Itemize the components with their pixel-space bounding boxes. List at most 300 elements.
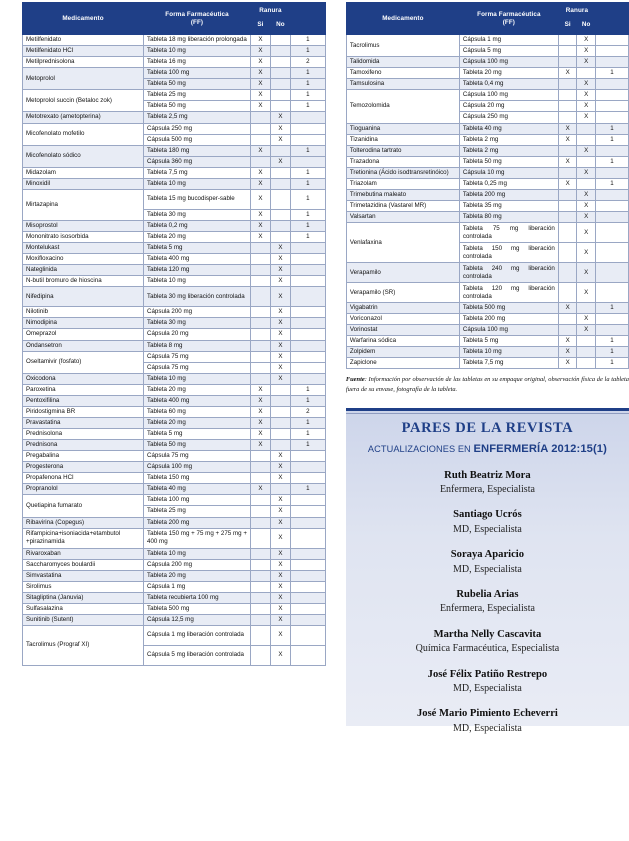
cell-groove-no bbox=[270, 232, 290, 243]
cell-groove-no: X bbox=[577, 112, 596, 123]
cell-groove-yes bbox=[251, 318, 271, 329]
cell-groove-count bbox=[290, 318, 325, 329]
cell-groove-no: X bbox=[270, 373, 290, 384]
cell-medication-name: Temozolomida bbox=[346, 90, 459, 123]
table-header-left bbox=[23, 3, 326, 35]
cell-groove-count: 2 bbox=[290, 57, 325, 68]
table-row bbox=[23, 123, 326, 134]
cell-groove-no: X bbox=[270, 134, 290, 145]
cell-groove-count: 1 bbox=[596, 358, 629, 369]
cell-groove-count: 1 bbox=[596, 123, 629, 134]
cell-groove-yes: X bbox=[251, 90, 271, 101]
cell-medication-name: Quetiapina fumarato bbox=[23, 495, 144, 517]
cell-pharmaceutical-form: Tableta 150 mg + 75 mg + 275 mg + 400 mg bbox=[144, 528, 251, 548]
cell-medication-name: Tolterodina tartrato bbox=[346, 145, 459, 156]
cell-groove-count bbox=[596, 79, 629, 90]
cell-groove-count bbox=[290, 473, 325, 484]
cell-groove-count bbox=[290, 495, 325, 506]
cell-groove-no: X bbox=[270, 592, 290, 603]
cell-groove-no: X bbox=[270, 626, 290, 646]
table-body-left bbox=[23, 35, 326, 666]
cell-groove-yes bbox=[558, 243, 577, 263]
cell-groove-yes bbox=[251, 307, 271, 318]
right-column bbox=[345, 0, 629, 734]
table-row bbox=[23, 318, 326, 329]
cell-groove-yes: X bbox=[251, 417, 271, 428]
cell-pharmaceutical-form: Cápsula 1 mg bbox=[144, 581, 251, 592]
cell-pharmaceutical-form: Tableta 5 mg bbox=[459, 336, 558, 347]
cell-pharmaceutical-form: Tableta 240 mg liberación controlada bbox=[459, 263, 558, 283]
cell-medication-name: Sunitinib (Sutent) bbox=[23, 614, 144, 625]
table-row bbox=[23, 189, 326, 209]
cell-pharmaceutical-form: Tableta recubierta 100 mg bbox=[144, 592, 251, 603]
cell-medication-name: Tizanidina bbox=[346, 134, 459, 145]
cell-groove-count: 1 bbox=[596, 134, 629, 145]
cell-groove-count: 1 bbox=[290, 395, 325, 406]
col-header-no: No bbox=[270, 18, 290, 35]
cell-groove-yes: X bbox=[558, 303, 577, 314]
cell-pharmaceutical-form: Cápsula 100 mg bbox=[144, 462, 251, 473]
cell-groove-no: X bbox=[270, 329, 290, 340]
cell-groove-yes bbox=[251, 570, 271, 581]
cell-pharmaceutical-form: Tableta 20 mg bbox=[144, 384, 251, 395]
peer-name: Rubelia Arias bbox=[456, 589, 519, 601]
table-row bbox=[23, 395, 326, 406]
cell-groove-no: X bbox=[270, 517, 290, 528]
col-header-count-left bbox=[290, 3, 325, 35]
peer-role: MD, Especialista bbox=[452, 722, 522, 734]
cell-pharmaceutical-form: Tableta 10 mg bbox=[144, 46, 251, 57]
cell-groove-yes: X bbox=[251, 406, 271, 417]
cell-groove-yes: X bbox=[251, 440, 271, 451]
table-row bbox=[23, 462, 326, 473]
cell-groove-count: 1 bbox=[290, 384, 325, 395]
cell-groove-yes bbox=[251, 528, 271, 548]
cell-groove-yes: X bbox=[251, 167, 271, 178]
cell-groove-yes bbox=[558, 145, 577, 156]
cell-groove-yes bbox=[558, 314, 577, 325]
cell-medication-name: Montelukast bbox=[23, 243, 144, 254]
cell-pharmaceutical-form: Tableta 10 mg bbox=[144, 178, 251, 189]
cell-groove-yes bbox=[251, 506, 271, 517]
cell-medication-name: Trazadona bbox=[346, 156, 459, 167]
cell-medication-name: Midazolam bbox=[23, 167, 144, 178]
cell-pharmaceutical-form: Cápsula 360 mg bbox=[144, 156, 251, 167]
cell-medication-name: Micofenolato mofetilo bbox=[23, 123, 144, 145]
cell-groove-count bbox=[290, 528, 325, 548]
cell-medication-name: Sulfasalazina bbox=[23, 603, 144, 614]
cell-medication-name: Mononitrato isosorbida bbox=[23, 232, 144, 243]
cell-medication-name: Nateglinida bbox=[23, 265, 144, 276]
cell-groove-no bbox=[270, 68, 290, 79]
peer-role: Enfermera, Especialista bbox=[439, 603, 535, 615]
cell-groove-count bbox=[596, 101, 629, 112]
col-header-ff-line2-right: (FF) bbox=[502, 18, 515, 26]
cell-groove-count bbox=[596, 90, 629, 101]
cell-groove-no bbox=[270, 440, 290, 451]
cell-groove-no: X bbox=[577, 325, 596, 336]
table-row bbox=[346, 178, 628, 189]
cell-groove-yes bbox=[251, 134, 271, 145]
peers-subtitle-journal: ENFERMERÍA 2012:15(1) bbox=[473, 442, 607, 455]
col-header-ff-line1: Forma Farmacéutica bbox=[165, 10, 229, 18]
cell-medication-name: Rifampicina+isoniacida+etambutol +pirazinamida bbox=[23, 528, 144, 548]
cell-groove-count bbox=[290, 506, 325, 517]
cell-medication-name: Propafenona HCl bbox=[23, 473, 144, 484]
cell-medication-name: Nifedipina bbox=[23, 287, 144, 307]
cell-groove-yes bbox=[558, 189, 577, 200]
cell-groove-no bbox=[270, 406, 290, 417]
cell-groove-count: 1 bbox=[596, 156, 629, 167]
table-row bbox=[346, 68, 628, 79]
table-row bbox=[23, 495, 326, 506]
medication-table-left bbox=[22, 2, 326, 666]
cell-groove-yes bbox=[251, 592, 271, 603]
table-row bbox=[23, 178, 326, 189]
table-row bbox=[346, 145, 628, 156]
cell-groove-count bbox=[596, 283, 629, 303]
cell-groove-yes bbox=[558, 79, 577, 90]
table-row bbox=[23, 287, 326, 307]
cell-medication-name: Oseltamivir (fosfato) bbox=[23, 351, 144, 373]
cell-pharmaceutical-form: Tableta 120 mg bbox=[144, 265, 251, 276]
table-row bbox=[23, 276, 326, 287]
cell-pharmaceutical-form: Cápsula 5 mg bbox=[459, 46, 558, 57]
col-header-count-right bbox=[596, 3, 629, 35]
cell-groove-yes: X bbox=[558, 347, 577, 358]
table-row bbox=[346, 303, 628, 314]
peer-role: Enfermera, Especialista bbox=[439, 483, 535, 495]
cell-groove-no: X bbox=[270, 473, 290, 484]
cell-pharmaceutical-form: Tableta 20 mg bbox=[144, 232, 251, 243]
cell-medication-name: Pregabalina bbox=[23, 451, 144, 462]
cell-groove-yes: X bbox=[251, 101, 271, 112]
table-row bbox=[23, 484, 326, 495]
cell-medication-name: Tacrolimus bbox=[346, 35, 459, 57]
cell-groove-yes bbox=[251, 451, 271, 462]
cell-groove-count bbox=[290, 517, 325, 528]
table-row bbox=[23, 254, 326, 265]
cell-groove-no bbox=[270, 167, 290, 178]
cell-pharmaceutical-form: Tableta 0,25 mg bbox=[459, 178, 558, 189]
cell-pharmaceutical-form: Tableta 30 mg bbox=[144, 209, 251, 220]
cell-groove-yes bbox=[251, 340, 271, 351]
table-row bbox=[23, 451, 326, 462]
cell-groove-no bbox=[270, 46, 290, 57]
cell-groove-yes: X bbox=[251, 484, 271, 495]
cell-pharmaceutical-form: Cápsula 1 mg bbox=[459, 35, 558, 46]
table-row bbox=[23, 265, 326, 276]
peer-entry bbox=[352, 707, 623, 735]
cell-pharmaceutical-form: Cápsula 500 mg bbox=[144, 134, 251, 145]
cell-groove-count: 1 bbox=[290, 145, 325, 156]
cell-groove-yes bbox=[251, 362, 271, 373]
cell-medication-name: Metilfenidato bbox=[23, 35, 144, 46]
cell-groove-yes bbox=[251, 603, 271, 614]
cell-medication-name: Sitagliptina (Januvia) bbox=[23, 592, 144, 603]
cell-groove-count: 1 bbox=[290, 189, 325, 209]
cell-groove-yes: X bbox=[558, 178, 577, 189]
cell-groove-count: 1 bbox=[290, 101, 325, 112]
cell-groove-yes: X bbox=[251, 57, 271, 68]
table-row bbox=[23, 340, 326, 351]
cell-groove-no bbox=[270, 429, 290, 440]
cell-pharmaceutical-form: Tableta 20 mg bbox=[459, 68, 558, 79]
cell-medication-name: Nilotinib bbox=[23, 307, 144, 318]
cell-groove-count bbox=[290, 614, 325, 625]
cell-groove-no: X bbox=[577, 167, 596, 178]
cell-groove-count: 1 bbox=[290, 35, 325, 46]
table-row bbox=[23, 626, 326, 646]
cell-groove-no bbox=[270, 90, 290, 101]
cell-groove-yes bbox=[558, 167, 577, 178]
cell-groove-yes: X bbox=[251, 232, 271, 243]
cell-groove-yes bbox=[558, 57, 577, 68]
cell-medication-name: Prednisona bbox=[23, 440, 144, 451]
cell-pharmaceutical-form: Tableta 15 mg bucodisper-sable bbox=[144, 189, 251, 209]
cell-pharmaceutical-form: Tableta 500 mg bbox=[144, 603, 251, 614]
cell-medication-name: N-butil bromuro de hioscina bbox=[23, 276, 144, 287]
cell-groove-yes bbox=[558, 112, 577, 123]
cell-groove-no: X bbox=[577, 200, 596, 211]
col-header-ff-line1-right: Forma Farmacéutica bbox=[477, 10, 541, 18]
peer-name: Ruth Beatriz Mora bbox=[444, 469, 531, 481]
cell-groove-no: X bbox=[270, 570, 290, 581]
col-header-ff-line2: (FF) bbox=[190, 18, 204, 26]
cell-groove-count bbox=[290, 603, 325, 614]
cell-groove-no: X bbox=[577, 90, 596, 101]
peer-role: MD, Especialista bbox=[452, 523, 522, 535]
cell-medication-name: Triazolam bbox=[346, 178, 459, 189]
table-row bbox=[23, 406, 326, 417]
table-row bbox=[23, 46, 326, 57]
cell-groove-count bbox=[596, 212, 629, 223]
col-header-ranura-right: Ranura bbox=[558, 3, 595, 18]
peer-name: José Félix Patiño Restrepo bbox=[427, 668, 548, 680]
source-note bbox=[346, 375, 629, 394]
cell-groove-count bbox=[290, 254, 325, 265]
cell-medication-name: Omeprazol bbox=[23, 329, 144, 340]
table-row bbox=[23, 384, 326, 395]
cell-groove-no: X bbox=[270, 462, 290, 473]
cell-pharmaceutical-form: Tableta 180 mg bbox=[144, 145, 251, 156]
cell-groove-yes bbox=[558, 223, 577, 243]
cell-pharmaceutical-form: Cápsula 10 mg bbox=[459, 167, 558, 178]
cell-medication-name: Simvastatina bbox=[23, 570, 144, 581]
cell-groove-yes: X bbox=[251, 68, 271, 79]
table-row bbox=[23, 570, 326, 581]
cell-medication-name: Oxicodona bbox=[23, 373, 144, 384]
cell-medication-name: Metotrexato (ametopterina) bbox=[23, 112, 144, 123]
peers-subtitle-prefix: ACTUALIZACIONES EN bbox=[367, 443, 474, 454]
col-header-ranura: Ranura bbox=[251, 3, 291, 18]
cell-groove-no bbox=[577, 303, 596, 314]
cell-groove-yes bbox=[251, 614, 271, 625]
cell-groove-count bbox=[290, 559, 325, 570]
cell-groove-no bbox=[577, 178, 596, 189]
cell-pharmaceutical-form: Tableta 150 mg bbox=[144, 473, 251, 484]
cell-medication-name: Pentoxifilina bbox=[23, 395, 144, 406]
table-row bbox=[23, 35, 326, 46]
cell-groove-no: X bbox=[577, 263, 596, 283]
cell-groove-count bbox=[290, 581, 325, 592]
cell-groove-count bbox=[596, 35, 629, 46]
cell-groove-yes bbox=[251, 265, 271, 276]
cell-groove-yes bbox=[251, 123, 271, 134]
cell-groove-no: X bbox=[270, 614, 290, 625]
cell-medication-name: Warfarina sódica bbox=[346, 336, 459, 347]
peers-list bbox=[352, 469, 623, 736]
cell-pharmaceutical-form: Tableta 0,2 mg bbox=[144, 220, 251, 231]
cell-medication-name: Ribavirina (Copegus) bbox=[23, 517, 144, 528]
cell-groove-no: X bbox=[577, 189, 596, 200]
cell-medication-name: Vorinostat bbox=[346, 325, 459, 336]
col-header-si-right: Si bbox=[558, 18, 577, 35]
cell-groove-no: X bbox=[270, 581, 290, 592]
cell-groove-no: X bbox=[270, 495, 290, 506]
cell-groove-count bbox=[290, 243, 325, 254]
cell-groove-count bbox=[596, 200, 629, 211]
cell-pharmaceutical-form: Cápsula 75 mg bbox=[144, 451, 251, 462]
cell-groove-yes bbox=[251, 254, 271, 265]
cell-groove-yes bbox=[558, 263, 577, 283]
cell-groove-no: X bbox=[577, 223, 596, 243]
cell-groove-no: X bbox=[270, 646, 290, 666]
col-header-forma-farmaceutica-right bbox=[459, 3, 558, 35]
cell-groove-count: 1 bbox=[290, 178, 325, 189]
cell-groove-yes: X bbox=[558, 68, 577, 79]
cell-groove-yes bbox=[558, 325, 577, 336]
cell-medication-name: Talidomida bbox=[346, 57, 459, 68]
cell-groove-count bbox=[596, 57, 629, 68]
cell-groove-yes bbox=[251, 462, 271, 473]
cell-groove-count: 1 bbox=[290, 46, 325, 57]
col-header-no-right: No bbox=[577, 18, 596, 35]
cell-groove-no: X bbox=[270, 351, 290, 362]
cell-groove-count: 1 bbox=[596, 68, 629, 79]
cell-medication-name: Metilfenidato HCl bbox=[23, 46, 144, 57]
left-column bbox=[22, 0, 326, 666]
cell-groove-no bbox=[270, 178, 290, 189]
cell-pharmaceutical-form: Tableta 10 mg bbox=[144, 548, 251, 559]
cell-groove-yes: X bbox=[558, 123, 577, 134]
cell-groove-yes: X bbox=[251, 220, 271, 231]
cell-medication-name: Tioguanina bbox=[346, 123, 459, 134]
cell-groove-count bbox=[290, 112, 325, 123]
cell-groove-count: 1 bbox=[596, 178, 629, 189]
cell-groove-no: X bbox=[270, 559, 290, 570]
cell-pharmaceutical-form: Tableta 50 mg bbox=[144, 101, 251, 112]
col-header-medicamento-right: Medicamento bbox=[346, 3, 459, 35]
cell-medication-name: Nimodipina bbox=[23, 318, 144, 329]
cell-groove-count: 1 bbox=[290, 79, 325, 90]
cell-groove-count bbox=[290, 548, 325, 559]
cell-groove-yes bbox=[558, 200, 577, 211]
cell-groove-no bbox=[270, 189, 290, 209]
cell-groove-no: X bbox=[577, 212, 596, 223]
cell-groove-no: X bbox=[270, 528, 290, 548]
table-row bbox=[23, 373, 326, 384]
table-header-right bbox=[346, 3, 628, 35]
cell-groove-count: 1 bbox=[290, 440, 325, 451]
cell-pharmaceutical-form: Tableta 2 mg bbox=[459, 145, 558, 156]
cell-groove-no bbox=[270, 417, 290, 428]
table-row bbox=[346, 347, 628, 358]
cell-medication-name: Minoxidil bbox=[23, 178, 144, 189]
cell-pharmaceutical-form: Tableta 120 mg liberación controlada bbox=[459, 283, 558, 303]
cell-groove-no: X bbox=[577, 145, 596, 156]
cell-pharmaceutical-form: Tableta 40 mg bbox=[144, 484, 251, 495]
cell-groove-no: X bbox=[270, 265, 290, 276]
cell-pharmaceutical-form: Tableta 0,4 mg bbox=[459, 79, 558, 90]
peer-name: Santiago Ucrós bbox=[453, 509, 522, 521]
cell-groove-yes: X bbox=[251, 395, 271, 406]
table-row bbox=[23, 473, 326, 484]
cell-groove-no bbox=[270, 220, 290, 231]
cell-groove-count bbox=[290, 592, 325, 603]
cell-groove-count: 1 bbox=[290, 484, 325, 495]
table-body-right bbox=[346, 35, 628, 369]
table-row bbox=[23, 517, 326, 528]
peer-entry bbox=[352, 628, 623, 656]
table-row bbox=[346, 325, 628, 336]
cell-groove-yes: X bbox=[558, 358, 577, 369]
cell-groove-count bbox=[290, 351, 325, 362]
cell-pharmaceutical-form: Tableta 16 mg bbox=[144, 57, 251, 68]
cell-pharmaceutical-form: Cápsula 100 mg bbox=[459, 325, 558, 336]
cell-medication-name: Moxifloxacino bbox=[23, 254, 144, 265]
cell-medication-name: Saccharomyces boulardii bbox=[23, 559, 144, 570]
cell-groove-count bbox=[290, 276, 325, 287]
cell-groove-yes bbox=[558, 212, 577, 223]
cell-groove-no: X bbox=[270, 276, 290, 287]
cell-groove-yes bbox=[251, 243, 271, 254]
cell-groove-no: X bbox=[270, 318, 290, 329]
cell-groove-count bbox=[290, 287, 325, 307]
table-row bbox=[346, 358, 628, 369]
cell-groove-count: 1 bbox=[290, 90, 325, 101]
cell-pharmaceutical-form: Tableta 60 mg bbox=[144, 406, 251, 417]
cell-groove-count: 1 bbox=[290, 68, 325, 79]
cell-groove-no bbox=[577, 123, 596, 134]
cell-groove-no: X bbox=[270, 254, 290, 265]
cell-groove-yes: X bbox=[251, 46, 271, 57]
col-header-medicamento: Medicamento bbox=[23, 3, 144, 35]
cell-groove-no: X bbox=[577, 57, 596, 68]
cell-pharmaceutical-form: Cápsula 200 mg bbox=[144, 559, 251, 570]
cell-pharmaceutical-form: Tableta 50 mg bbox=[144, 79, 251, 90]
table-row bbox=[23, 417, 326, 428]
cell-medication-name: Verapamilo bbox=[346, 263, 459, 283]
table-row bbox=[346, 79, 628, 90]
cell-pharmaceutical-form: Tableta 2,5 mg bbox=[144, 112, 251, 123]
peer-role: Química Farmacéutica, Especialista bbox=[415, 643, 560, 655]
table-row bbox=[23, 68, 326, 79]
cell-groove-no bbox=[270, 79, 290, 90]
cell-medication-name: Pravastatina bbox=[23, 417, 144, 428]
cell-groove-count bbox=[596, 223, 629, 243]
cell-pharmaceutical-form: Tableta 50 mg bbox=[144, 440, 251, 451]
table-row bbox=[23, 581, 326, 592]
cell-groove-yes bbox=[251, 495, 271, 506]
cell-groove-yes: X bbox=[251, 178, 271, 189]
cell-groove-no bbox=[577, 134, 596, 145]
peer-entry bbox=[352, 469, 623, 497]
cell-medication-name: Zolpidem bbox=[346, 347, 459, 358]
cell-pharmaceutical-form: Tableta 18 mg liberación prolongada bbox=[144, 35, 251, 46]
cell-groove-no: X bbox=[270, 506, 290, 517]
peer-name: José Mario Pimiento Echeverri bbox=[416, 708, 558, 720]
